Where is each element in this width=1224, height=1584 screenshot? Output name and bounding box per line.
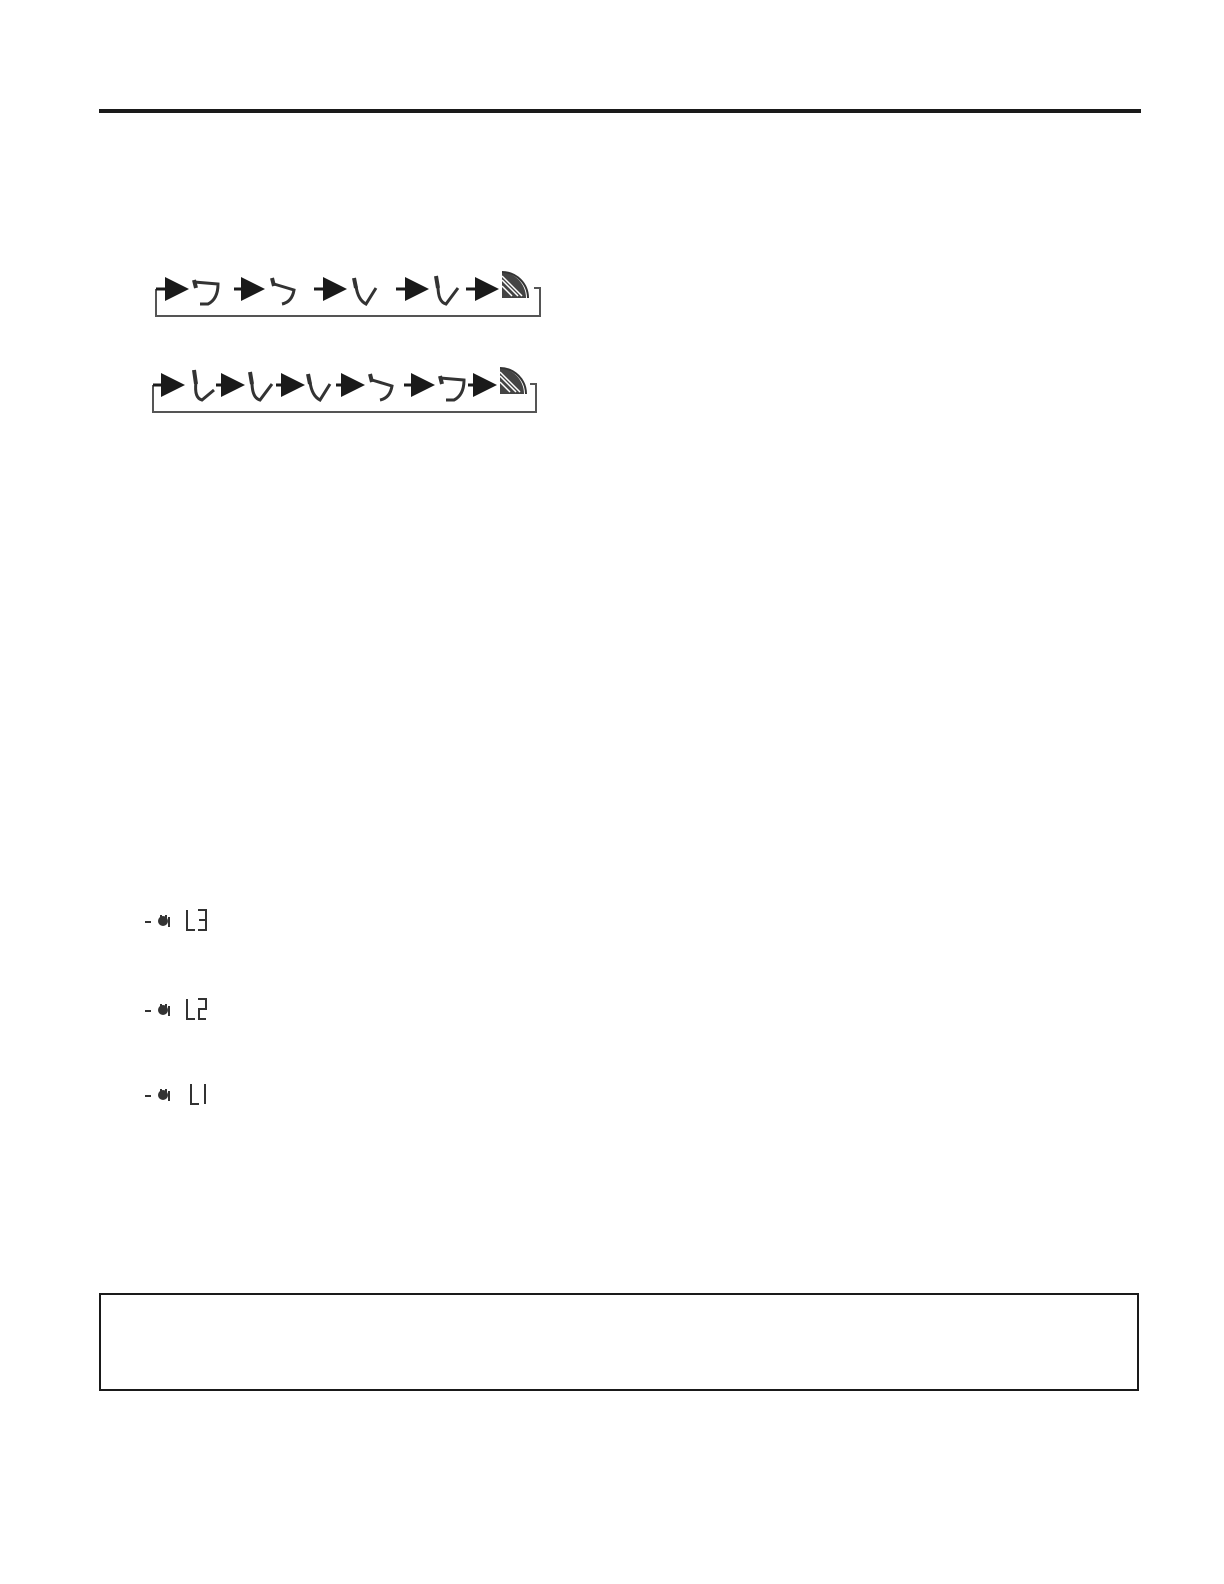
fan-icon bbox=[158, 1004, 170, 1016]
lcd-text-l2 bbox=[187, 999, 206, 1019]
fan-level-l2 bbox=[143, 995, 223, 1025]
louver-position-2-icon bbox=[370, 374, 392, 400]
swing-fan-icon bbox=[502, 272, 528, 298]
fan-icon bbox=[158, 1089, 170, 1101]
lcd-text-l1 bbox=[191, 1084, 205, 1104]
louver-position-3-icon bbox=[354, 278, 376, 304]
fan-level-l1 bbox=[143, 1080, 223, 1110]
fan-icon bbox=[158, 915, 170, 927]
louver-position-5-icon bbox=[194, 370, 214, 400]
top-rule bbox=[99, 109, 1141, 113]
louver-position-4-icon bbox=[250, 372, 272, 400]
louver-position-1-icon bbox=[194, 280, 218, 304]
louver-position-1-icon bbox=[440, 376, 464, 400]
lcd-text-l3 bbox=[187, 910, 206, 930]
louver-position-4-icon bbox=[436, 276, 458, 304]
fan-level-l3 bbox=[143, 906, 223, 936]
note-box bbox=[99, 1293, 1139, 1391]
louver-position-2-icon bbox=[272, 278, 294, 304]
swing-sequence-2 bbox=[150, 362, 546, 422]
swing-fan-icon bbox=[500, 368, 526, 394]
louver-position-3-icon bbox=[308, 374, 330, 400]
swing-sequence-1 bbox=[150, 266, 546, 326]
